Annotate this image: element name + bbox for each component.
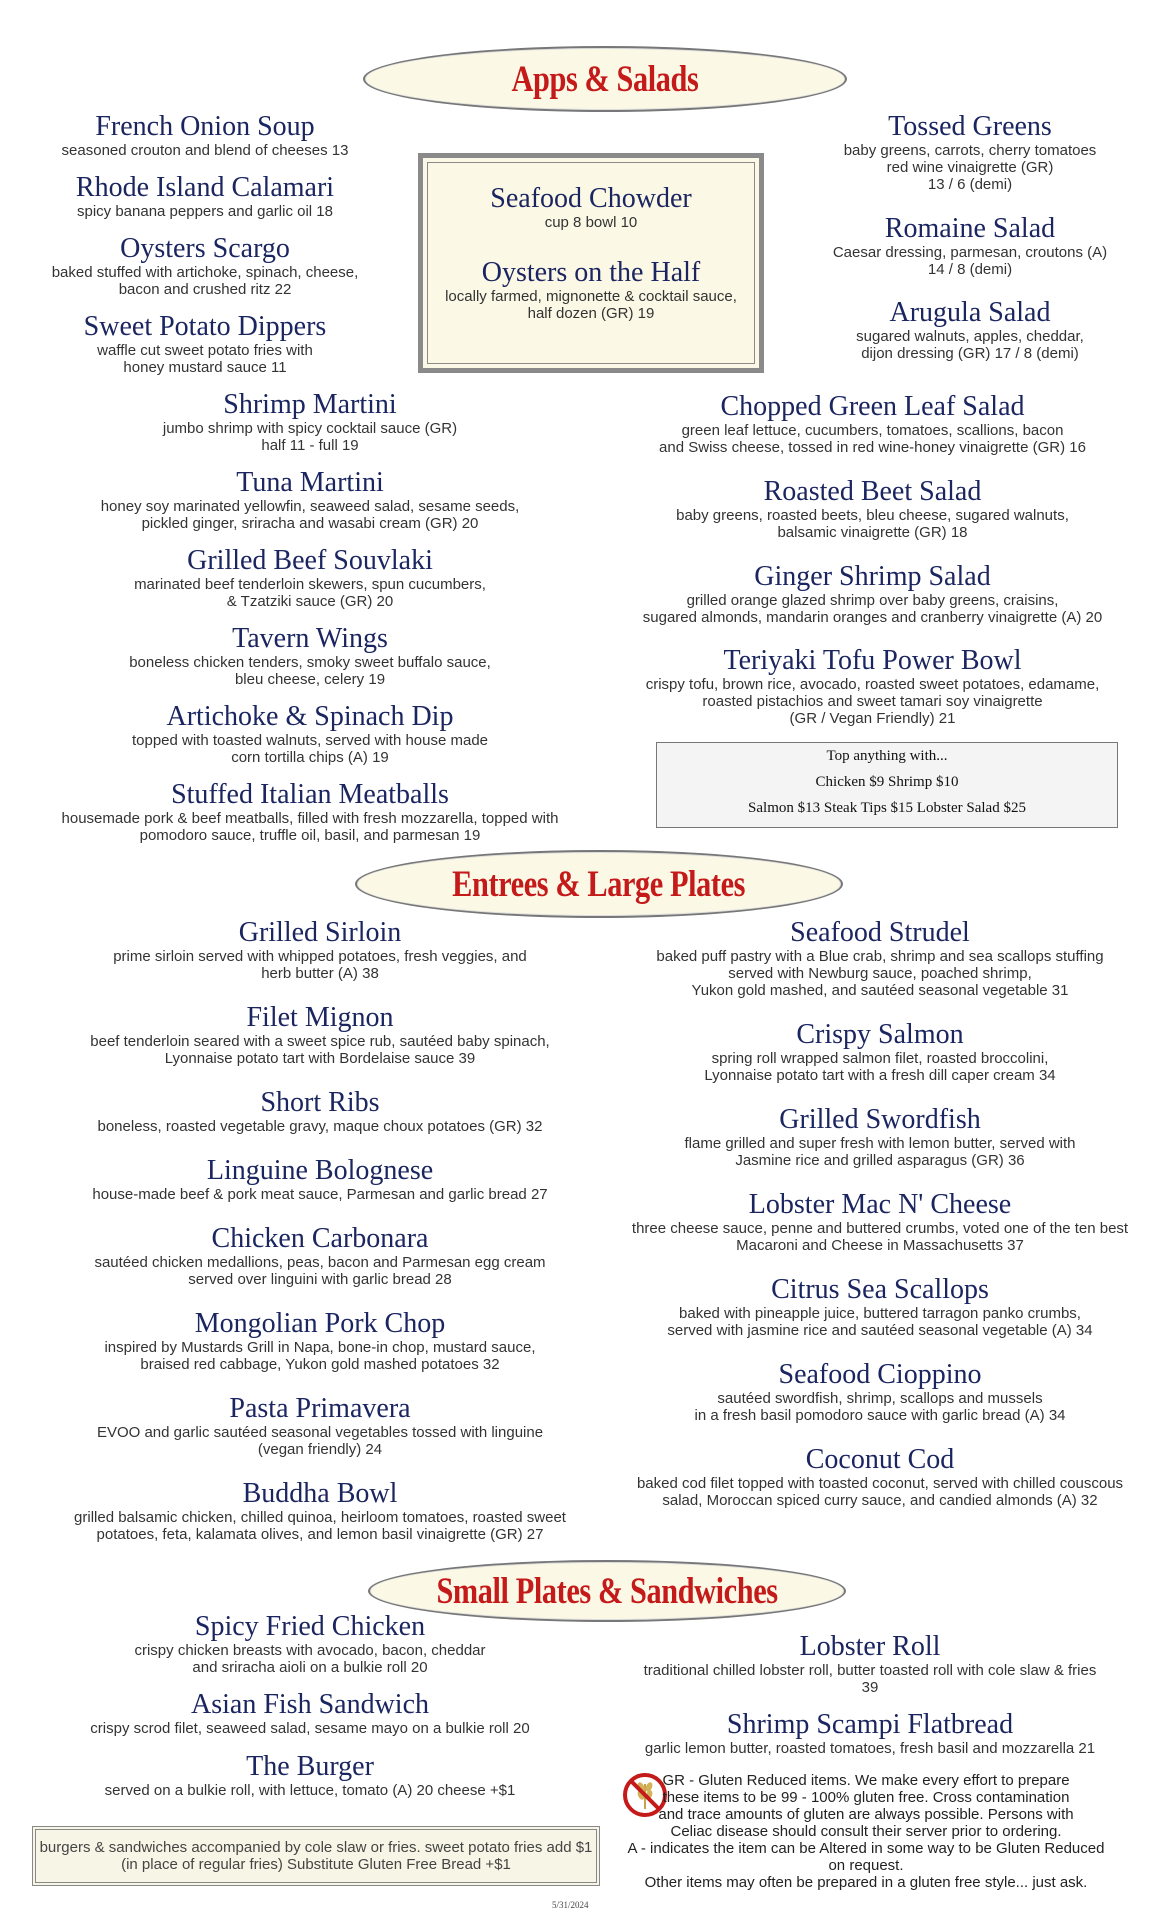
menu-item bbox=[790, 112, 1150, 193]
item-name: Grilled Swordfish bbox=[779, 1104, 981, 1135]
item-desc: Caesar dressing, parmesan, croutons (A) 14 / 8 (demi) bbox=[832, 244, 1108, 278]
item-name: Rhode Island Calamari bbox=[75, 172, 335, 203]
entrees-heading: Entrees & Large Plates bbox=[452, 863, 746, 905]
apps-salads-heading: Apps & Salads bbox=[511, 58, 699, 100]
item-desc: crispy scrod filet, seaweed salad, sesame mayo on a bulkie roll 20 bbox=[90, 1720, 530, 1737]
item-desc: crispy chicken breasts with avocado, bacon, cheddar and sriracha aioli on a bulkie roll 20 bbox=[134, 1642, 486, 1676]
item-desc: three cheese sauce, penne and buttered crumbs, voted one of the ten best Macaroni and Cheese in Massachusetts 37 bbox=[631, 1220, 1129, 1254]
menu-item bbox=[20, 312, 390, 376]
item-name: Seafood Chowder bbox=[490, 183, 692, 214]
item-name: Seafood Strudel bbox=[790, 917, 970, 948]
item-desc: inspired by Mustards Grill in Napa, bone-in chop, mustard sauce, braised red cabbage, Yukon gold mashed potatoes 32 bbox=[104, 1339, 536, 1373]
item-desc: traditional chilled lobster roll, butter toasted roll with cole slaw & fries 39 bbox=[643, 1662, 1097, 1696]
menu-item bbox=[40, 1752, 580, 1799]
item-name: Ginger Shrimp Salad bbox=[754, 561, 991, 592]
menu-item bbox=[40, 918, 600, 982]
item-desc: baked with pineapple juice, buttered tarragon panko crumbs, served with jasmine rice and sautéed seasonal vegetable (A) 34 bbox=[667, 1305, 1093, 1339]
item-desc: EVOO and garlic sautéed seasonal vegetables tossed with linguine (vegan friendly) 24 bbox=[96, 1424, 544, 1458]
item-name: Shrimp Scampi Flatbread bbox=[726, 1709, 1014, 1740]
item-name: French Onion Soup bbox=[95, 111, 315, 142]
menu-item bbox=[40, 1088, 600, 1135]
item-desc: sugared walnuts, apples, cheddar, dijon dressing (GR) 17 / 8 (demi) bbox=[856, 328, 1084, 362]
item-desc: housemade pork & beef meatballs, filled with fresh mozzarella, topped with pomodoro sauce, truffle oil, basil, and parmesan 19 bbox=[61, 810, 559, 844]
add-protein-line2: Salmon $13 Steak Tips $15 Lobster Salad $25 bbox=[748, 800, 1026, 816]
item-desc: boneless, roasted vegetable gravy, maque choux potatoes (GR) 32 bbox=[97, 1118, 543, 1135]
menu-item bbox=[30, 1479, 610, 1543]
item-name: Coconut Cod bbox=[805, 1444, 955, 1475]
item-name: Pasta Primavera bbox=[229, 1393, 411, 1424]
sides-note-box bbox=[32, 1826, 600, 1886]
apps-salads-banner bbox=[363, 46, 847, 112]
item-name: Seafood Cioppino bbox=[778, 1359, 982, 1390]
item-desc: grilled orange glazed shrimp over baby greens, craisins, sugared almonds, mandarin oranges and cranberry vinaigrette (A) 20 bbox=[642, 592, 1103, 626]
entrees-banner bbox=[355, 850, 843, 918]
item-name: Shrimp Martini bbox=[223, 389, 397, 420]
add-protein-title: Top anything with... bbox=[826, 748, 948, 764]
item-desc: sautéed swordfish, shrimp, scallops and mussels in a fresh basil pomodoro sauce with garlic bread (A) 34 bbox=[694, 1390, 1066, 1424]
chowder-box bbox=[418, 153, 764, 373]
item-desc: sautéed chicken medallions, peas, bacon and Parmesan egg cream served over linguini with garlic bread 28 bbox=[94, 1254, 546, 1288]
item-name: Spicy Fried Chicken bbox=[194, 1611, 426, 1642]
item-desc: jumbo shrimp with spicy cocktail sauce (GR) half 11 - full 19 bbox=[162, 420, 458, 454]
menu-item bbox=[600, 1275, 1160, 1339]
menu-item bbox=[790, 298, 1150, 362]
item-desc: seasoned crouton and blend of cheeses 13 bbox=[61, 142, 349, 159]
item-desc: baby greens, roasted beets, bleu cheese, sugared walnuts, balsamic vinaigrette (GR) 18 bbox=[676, 507, 1069, 541]
item-name: Lobster Roll bbox=[799, 1631, 941, 1662]
item-name: Artichoke & Spinach Dip bbox=[166, 701, 454, 732]
item-name: Mongolian Pork Chop bbox=[194, 1308, 446, 1339]
item-desc: topped with toasted walnuts, served with house made corn tortilla chips (A) 19 bbox=[131, 732, 489, 766]
menu-item bbox=[600, 1445, 1160, 1509]
item-desc: prime sirloin served with whipped potatoes, fresh veggies, and herb butter (A) 38 bbox=[113, 948, 527, 982]
menu-item bbox=[20, 173, 390, 220]
item-desc: honey soy marinated yellowfin, seaweed salad, sesame seeds, pickled ginger, sriracha and wasabi cream (GR) 20 bbox=[100, 498, 520, 532]
menu-item bbox=[790, 214, 1150, 278]
menu-item bbox=[600, 646, 1145, 727]
item-name: Filet Mignon bbox=[246, 1002, 394, 1033]
item-name: Chicken Carbonara bbox=[211, 1223, 429, 1254]
menu-item bbox=[40, 468, 580, 532]
item-desc: baked stuffed with artichoke, spinach, cheese, bacon and crushed ritz 22 bbox=[51, 264, 359, 298]
item-name: Tavern Wings bbox=[232, 623, 388, 654]
menu-item bbox=[590, 1632, 1150, 1696]
menu-item bbox=[590, 1710, 1150, 1757]
item-name: Grilled Sirloin bbox=[238, 917, 402, 948]
menu-item bbox=[600, 1360, 1160, 1424]
item-desc: spring roll wrapped salmon filet, roasted broccolini, Lyonnaise potato tart with a fresh dill caper cream 34 bbox=[704, 1050, 1056, 1084]
menu-item bbox=[600, 1105, 1160, 1169]
item-desc: garlic lemon butter, roasted tomatoes, fresh basil and mozzarella 21 bbox=[644, 1740, 1096, 1757]
item-desc: waffle cut sweet potato fries with honey mustard sauce 11 bbox=[97, 342, 313, 376]
gluten-note: GR - Gluten Reduced items. We make every effort to prepare these items to be 99 - 100% gluten free. Cross contamination and trace amounts of gluten are always possible. Persons with Celiac disease should consult their server prior to ordering. A - indicates the item can be Altered in some way to be Gluten Reduced on request. Other items may often be prepared in a gluten free style... just ask. bbox=[627, 1772, 1105, 1891]
menu-item bbox=[40, 702, 580, 766]
item-desc: grilled balsamic chicken, chilled quinoa, heirloom tomatoes, roasted sweet potatoes, feta, kalamata olives, and lemon basil vinaigrette (GR) 27 bbox=[74, 1509, 566, 1543]
item-name: Asian Fish Sandwich bbox=[191, 1689, 429, 1720]
item-desc: cup 8 bowl 10 bbox=[544, 214, 638, 231]
menu-item bbox=[20, 112, 390, 159]
menu-item bbox=[40, 624, 580, 688]
menu-item bbox=[20, 234, 390, 298]
item-name: Teriyaki Tofu Power Bowl bbox=[723, 645, 1022, 676]
item-name: Crispy Salmon bbox=[796, 1019, 964, 1050]
item-name: Citrus Sea Scallops bbox=[771, 1274, 989, 1305]
menu-item bbox=[40, 1003, 600, 1067]
menu-item bbox=[600, 1020, 1160, 1084]
item-name: Grilled Beef Souvlaki bbox=[187, 545, 433, 576]
item-name: Tuna Martini bbox=[236, 467, 384, 498]
item-name: The Burger bbox=[246, 1751, 374, 1782]
item-name: Oysters Scargo bbox=[120, 233, 290, 264]
item-desc: green leaf lettuce, cucumbers, tomatoes, scallions, bacon and Swiss cheese, tossed in red wine-honey vinaigrette (GR) 16 bbox=[659, 422, 1086, 456]
menu-item bbox=[600, 392, 1145, 456]
item-name: Sweet Potato Dippers bbox=[83, 311, 327, 342]
item-name: Buddha Bowl bbox=[242, 1478, 398, 1509]
item-desc: spicy banana peppers and garlic oil 18 bbox=[76, 203, 333, 220]
item-desc: served on a bulkie roll, with lettuce, tomato (A) 20 cheese +$1 bbox=[104, 1782, 516, 1799]
menu-item bbox=[600, 918, 1160, 999]
menu-item bbox=[600, 562, 1145, 626]
item-desc: beef tenderloin seared with a sweet spice rub, sautéed baby spinach, Lyonnaise potato tart with Bordelaise sauce 39 bbox=[90, 1033, 550, 1067]
item-name: Stuffed Italian Meatballs bbox=[171, 779, 449, 810]
item-name: Roasted Beet Salad bbox=[763, 476, 982, 507]
menu-item bbox=[40, 1612, 580, 1676]
menu-item bbox=[20, 780, 600, 844]
menu-item bbox=[423, 184, 759, 231]
menu-item bbox=[600, 1190, 1160, 1254]
menu-item bbox=[600, 477, 1145, 541]
print-date: 5/31/2024 bbox=[552, 1900, 589, 1910]
menu-item bbox=[423, 258, 759, 322]
item-name: Short Ribs bbox=[260, 1087, 380, 1118]
item-desc: baked cod filet topped with toasted coconut, served with chilled couscous salad, Moroccan spiced curry sauce, and candied almonds (A) 32 bbox=[636, 1475, 1124, 1509]
item-desc: baby greens, carrots, cherry tomatoes red wine vinaigrette (GR) 13 / 6 (demi) bbox=[843, 142, 1097, 193]
item-desc: locally farmed, mignonette & cocktail sauce, half dozen (GR) 19 bbox=[445, 288, 737, 322]
small-plates-heading: Small Plates & Sandwiches bbox=[436, 1570, 778, 1612]
item-name: Oysters on the Half bbox=[481, 257, 701, 288]
item-desc: boneless chicken tenders, smoky sweet buffalo sauce, bleu cheese, celery 19 bbox=[129, 654, 491, 688]
menu-item bbox=[40, 1156, 600, 1203]
item-desc: flame grilled and super fresh with lemon butter, served with Jasmine rice and grilled asparagus (GR) 36 bbox=[684, 1135, 1076, 1169]
item-desc: baked puff pastry with a Blue crab, shrimp and sea scallops stuffing served with Newburg sauce, poached shrimp, Yukon gold mashed, and sautéed seasonal vegetable 31 bbox=[656, 948, 1104, 999]
menu-item bbox=[40, 390, 580, 454]
menu-item bbox=[40, 1224, 600, 1288]
menu-item bbox=[40, 1690, 580, 1737]
item-name: Chopped Green Leaf Salad bbox=[720, 391, 1025, 422]
item-name: Linguine Bolognese bbox=[206, 1155, 434, 1186]
item-name: Tossed Greens bbox=[888, 111, 1052, 142]
menu-item bbox=[40, 546, 580, 610]
add-protein-box bbox=[656, 742, 1118, 828]
add-protein-line1: Chicken $9 Shrimp $10 bbox=[815, 774, 959, 790]
item-name: Lobster Mac N' Cheese bbox=[748, 1189, 1012, 1220]
menu-item bbox=[40, 1309, 600, 1373]
item-desc: marinated beef tenderloin skewers, spun cucumbers, & Tzatziki sauce (GR) 20 bbox=[134, 576, 486, 610]
item-desc: crispy tofu, brown rice, avocado, roasted sweet potatoes, edamame, roasted pistachios and sweet tamari soy vinaigrette (GR / Vegan Friendly) 21 bbox=[645, 676, 1100, 727]
menu-item bbox=[40, 1394, 600, 1458]
item-desc: house-made beef & pork meat sauce, Parmesan and garlic bread 27 bbox=[92, 1186, 548, 1203]
item-name: Romaine Salad bbox=[884, 213, 1056, 244]
sides-note-text: burgers & sandwiches accompanied by cole slaw or fries. sweet potato fries add $1 (in place of regular fries) Substitute Gluten Free Bread +$1 bbox=[39, 1839, 593, 1873]
item-name: Arugula Salad bbox=[889, 297, 1051, 328]
